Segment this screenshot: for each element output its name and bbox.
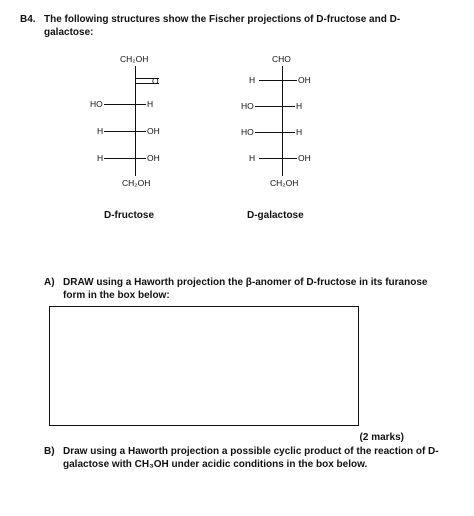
- part-b-label: B): [44, 446, 55, 457]
- galactose-c4-right: H: [296, 127, 303, 137]
- question-number: B4.: [20, 14, 36, 25]
- galactose-c5-right: OH: [298, 153, 311, 163]
- galactose-c2-left: H: [249, 75, 256, 85]
- galactose-backbone: [282, 66, 283, 176]
- fructose-c2-right: O: [152, 76, 159, 86]
- galactose-bottom-group: CH₂OH: [270, 178, 299, 188]
- fructose-top-group: CH₂OH: [120, 54, 149, 64]
- part-a-answer-box[interactable]: [49, 306, 359, 426]
- fructose-c3-bond: [104, 104, 146, 105]
- question-text-line2: galactose:: [44, 27, 94, 38]
- galactose-top-group: CHO: [272, 54, 291, 64]
- part-a-text-line2: form in the box below:: [63, 290, 170, 301]
- question-text-line1: The following structures show the Fischer projections of D-fructose and D-: [44, 14, 401, 25]
- galactose-c5-bond: [259, 158, 297, 159]
- part-a-marks: (2 marks): [359, 432, 404, 443]
- fructose-c5-left: H: [97, 153, 104, 163]
- fructose-c4-bond: [104, 131, 146, 132]
- galactose-c4-bond: [255, 132, 295, 133]
- galactose-c2-bond: [259, 80, 297, 81]
- fructose-name: D-fructose: [104, 210, 155, 221]
- galactose-c2-right: OH: [298, 75, 311, 85]
- fructose-c5-bond: [104, 158, 146, 159]
- fructose-c3-right: H: [147, 99, 154, 109]
- galactose-name: D-galactose: [247, 210, 304, 221]
- part-b-text-line2: galactose with CH₃OH under acidic conditions in the box below.: [63, 459, 368, 470]
- part-b-text-line1: Draw using a Haworth projection a possible cyclic product of the reaction of D-: [63, 446, 439, 457]
- galactose-c4-left: HO: [241, 127, 254, 137]
- fructose-c3-left: HO: [90, 99, 103, 109]
- galactose-c3-left: HO: [241, 101, 254, 111]
- galactose-c3-bond: [255, 106, 295, 107]
- fructose-bottom-group: CH₂OH: [122, 178, 151, 188]
- part-a-label: A): [44, 277, 55, 288]
- fructose-c4-left: H: [97, 126, 104, 136]
- galactose-c5-left: H: [249, 153, 256, 163]
- galactose-c3-right: H: [296, 101, 303, 111]
- fructose-c5-right: OH: [147, 153, 160, 163]
- part-a-text-line1: DRAW using a Haworth projection the β-anomer of D-fructose in its furanose: [63, 277, 428, 288]
- fructose-c4-right: OH: [147, 126, 160, 136]
